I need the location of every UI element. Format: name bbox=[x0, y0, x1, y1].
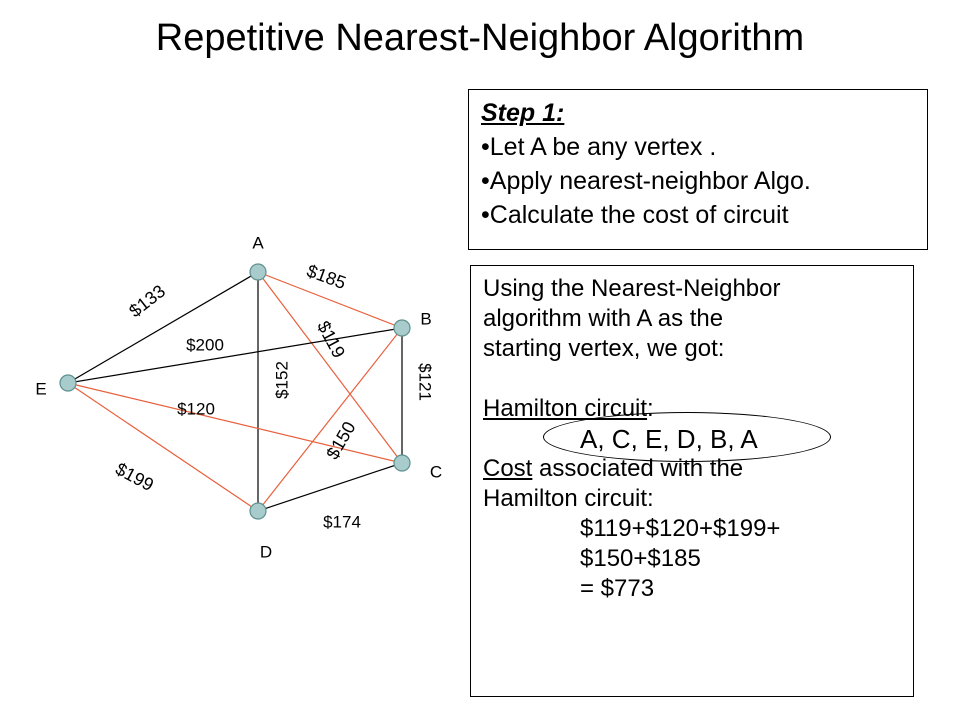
edge-weight-d-e: $199 bbox=[112, 458, 157, 496]
step-heading: Step 1: bbox=[481, 99, 565, 127]
edge-b-e bbox=[68, 328, 402, 383]
step-item: • Apply nearest-neighbor Algo. bbox=[481, 164, 915, 198]
edge-a-e bbox=[68, 272, 258, 383]
cost-text-line: Hamilton circuit: bbox=[483, 485, 654, 512]
circuit-heading: Hamilton circuit bbox=[483, 395, 648, 422]
vertex-b bbox=[394, 320, 410, 336]
edge-weight-b-c: $121 bbox=[415, 363, 435, 401]
vertex-label-c: C bbox=[429, 462, 443, 482]
edge-c-e bbox=[68, 383, 402, 463]
edge-weight-a-c: $119 bbox=[313, 317, 350, 362]
edge-weight-b-d: $150 bbox=[322, 418, 360, 463]
edge-weight-c-d: $174 bbox=[323, 512, 361, 532]
vertex-d bbox=[250, 503, 266, 519]
sum-line: $150+$185 bbox=[580, 545, 701, 572]
vertex-label-a: A bbox=[252, 233, 264, 253]
result-box bbox=[470, 265, 914, 697]
edge-weight-a-e: $133 bbox=[125, 280, 170, 322]
edge-d-e bbox=[68, 383, 258, 511]
step-1-box bbox=[468, 89, 928, 250]
intro-line: Using the Nearest-Neighbor bbox=[483, 275, 781, 302]
slide-title: Repetitive Nearest-Neighbor Algorithm bbox=[155, 17, 805, 59]
circuit-highlight-ellipse bbox=[543, 412, 831, 462]
cost-heading-line: Cost associated with the bbox=[483, 455, 744, 482]
intro-line: algorithm with A as the bbox=[483, 305, 724, 332]
vertex-e bbox=[60, 375, 76, 391]
intro-line: starting vertex, we got: bbox=[483, 335, 725, 362]
edge-weight-c-e: $120 bbox=[177, 399, 215, 419]
edge-weight-a-d: $152 bbox=[272, 361, 292, 399]
circuit-heading-line: Hamilton circuit: bbox=[483, 395, 654, 422]
step-item: • Calculate the cost of circuit bbox=[481, 198, 915, 232]
edge-c-d bbox=[258, 463, 402, 511]
vertex-a bbox=[250, 264, 266, 280]
graph-vertices bbox=[60, 264, 410, 519]
circuit-line bbox=[483, 424, 901, 454]
sum-line: $119+$120+$199+ bbox=[580, 515, 781, 542]
step-item: • Let A be any vertex . bbox=[481, 130, 915, 164]
vertex-c bbox=[394, 455, 410, 471]
cost-heading: Cost bbox=[483, 455, 533, 482]
vertex-label-e: E bbox=[35, 379, 47, 399]
vertex-label-b: B bbox=[420, 309, 432, 329]
edge-weight-a-b: $185 bbox=[304, 260, 349, 294]
edge-weight-b-e: $200 bbox=[186, 335, 224, 355]
vertex-label-d: D bbox=[259, 542, 273, 562]
circuit-sequence: A, C, E, D, B, A bbox=[580, 424, 758, 454]
total-line: = $773 bbox=[580, 575, 655, 602]
